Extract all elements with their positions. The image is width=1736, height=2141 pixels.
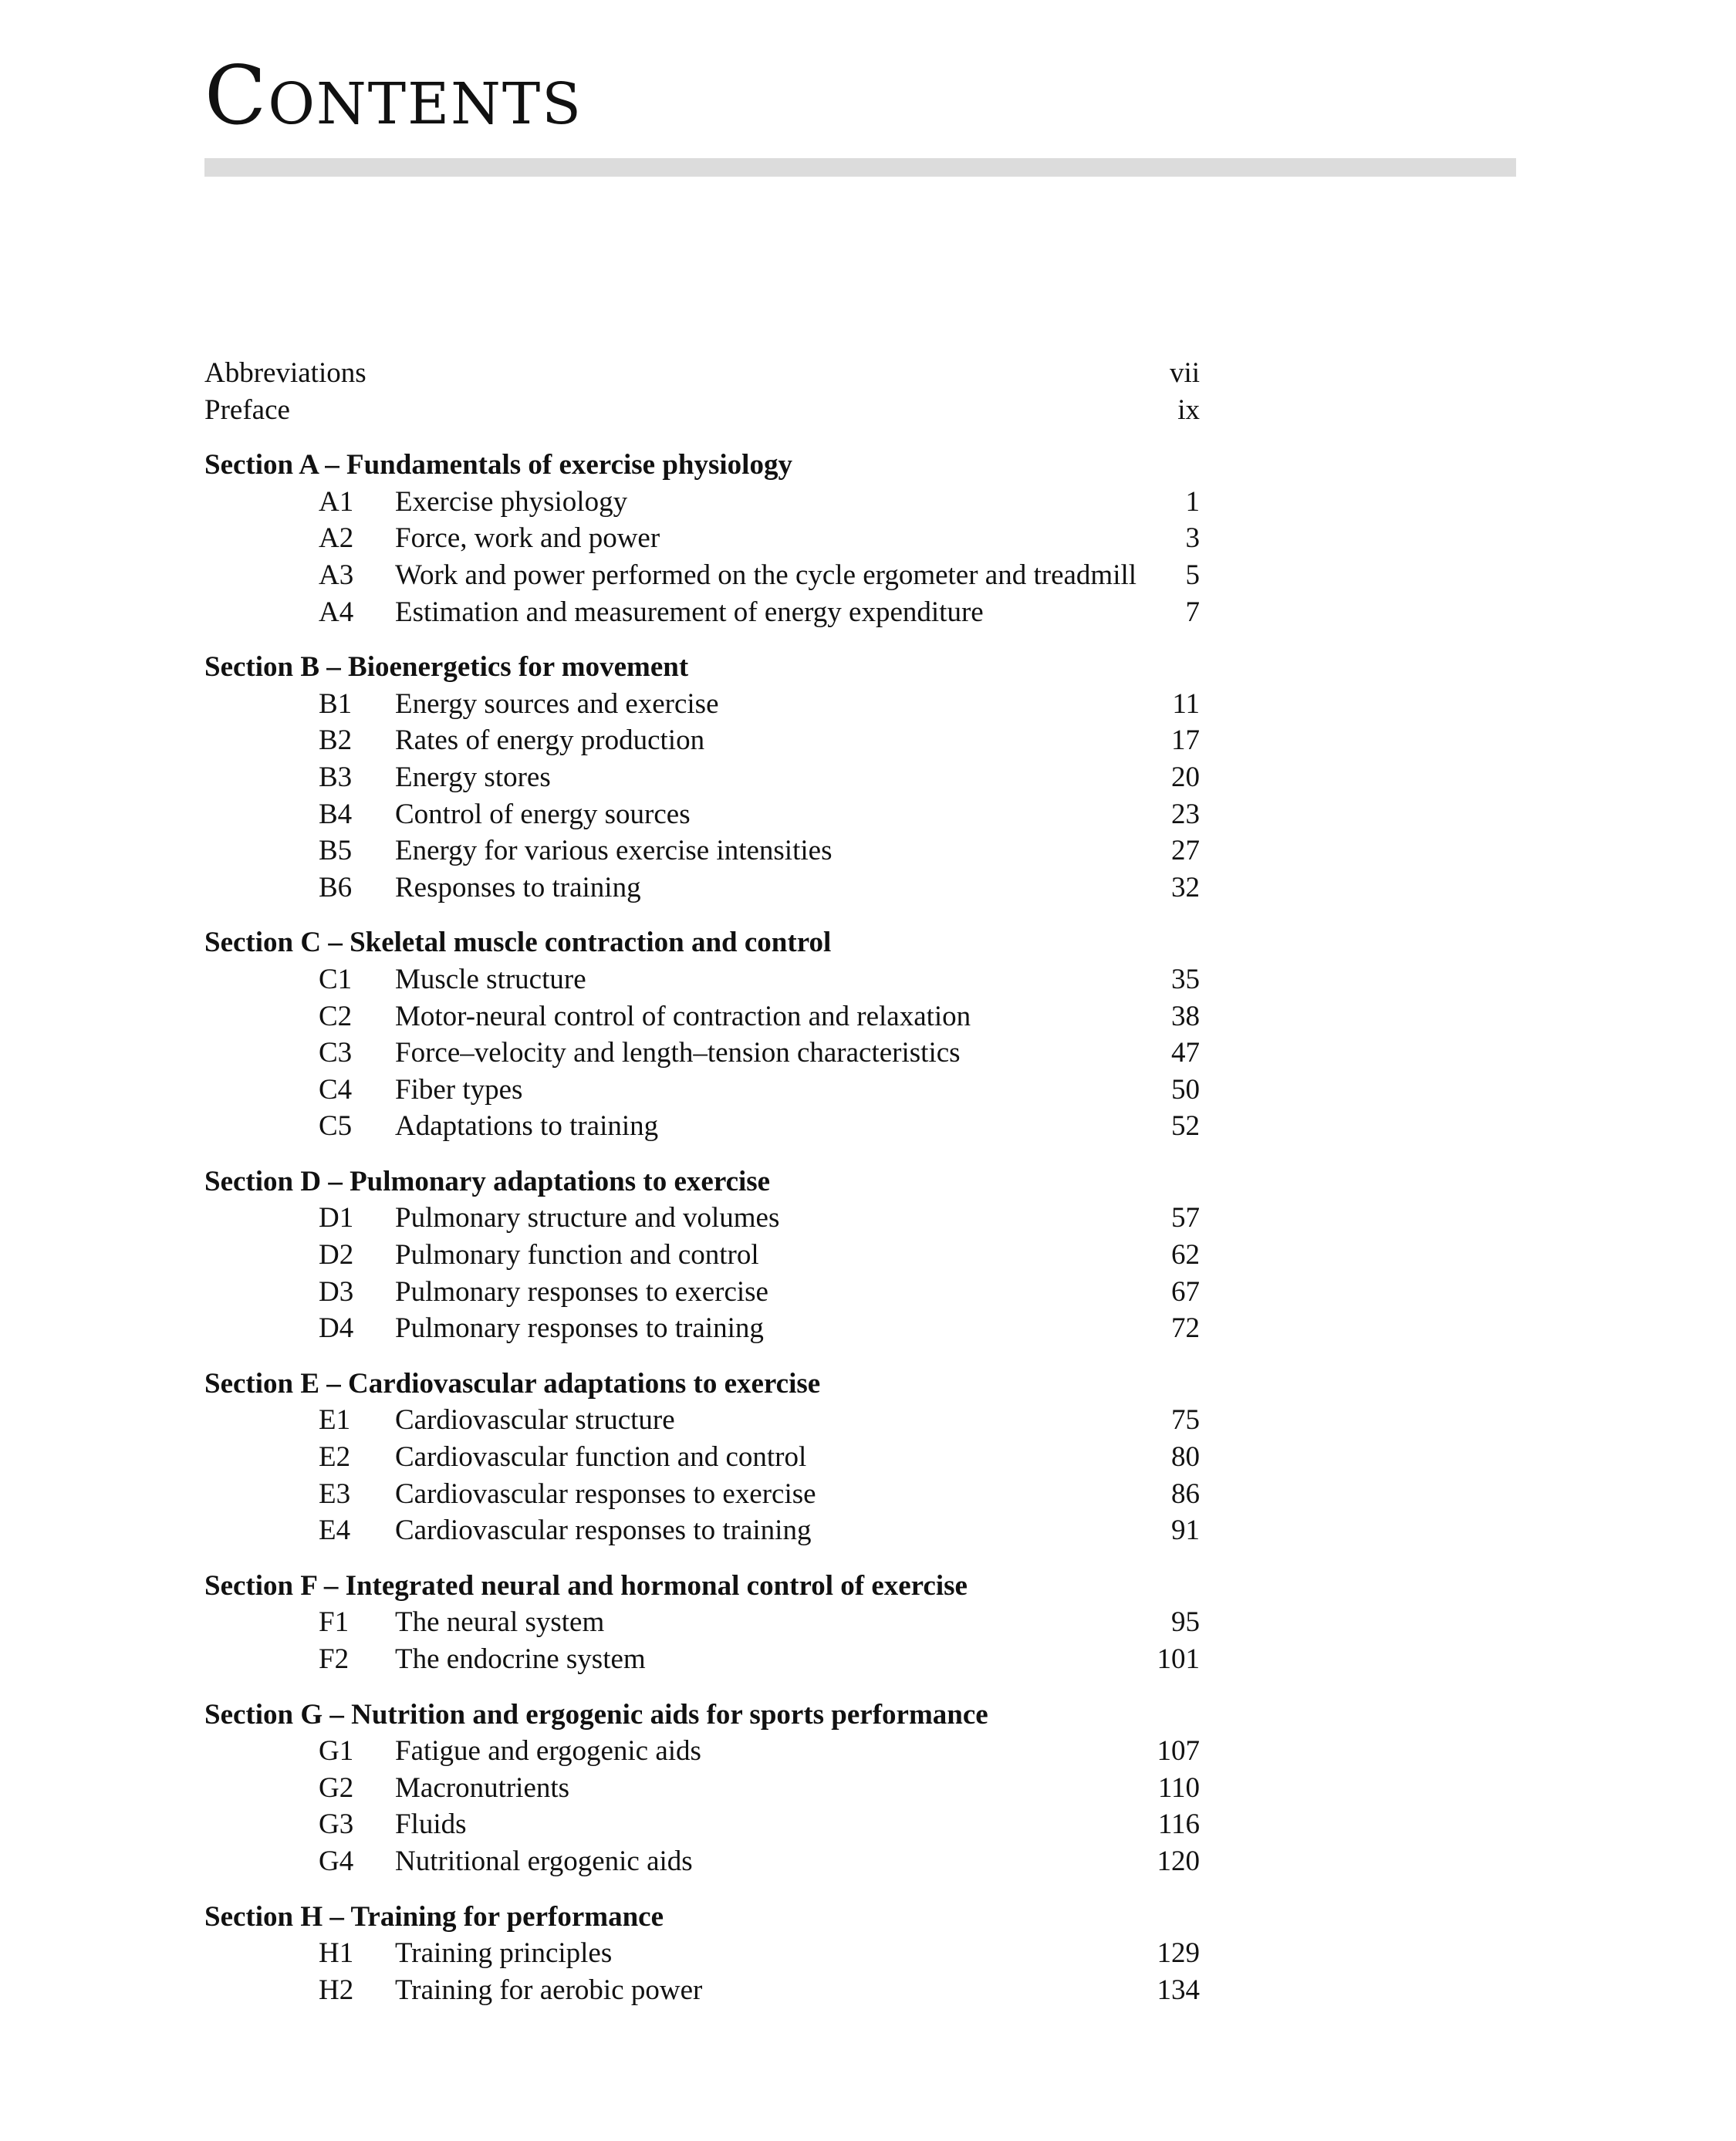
entry-title: Pulmonary function and control xyxy=(395,1239,759,1271)
entry-code: D4 xyxy=(319,1312,354,1345)
entry-page: 62 xyxy=(1171,1239,1200,1271)
toc-entry-f1[interactable] xyxy=(204,1604,1200,1641)
entry-code: G1 xyxy=(319,1735,354,1768)
toc-entry-a1[interactable] xyxy=(204,484,1200,521)
entry-code: H2 xyxy=(319,1974,354,2006)
entry-page: 17 xyxy=(1171,724,1200,757)
entry-code: A4 xyxy=(319,596,354,628)
toc-entry-g4[interactable] xyxy=(204,1843,1200,1880)
entry-code: A1 xyxy=(319,485,354,518)
entry-title: Cardiovascular responses to exercise xyxy=(395,1477,816,1510)
entry-page: 91 xyxy=(1171,1515,1200,1547)
toc-section-c xyxy=(204,924,1200,1145)
entry-page: 67 xyxy=(1171,1275,1200,1308)
toc-row-label: Preface xyxy=(204,393,290,426)
entry-title: Energy sources and exercise xyxy=(395,687,719,720)
entry-page: 134 xyxy=(1157,1974,1200,2006)
entry-title: Cardiovascular structure xyxy=(395,1404,675,1437)
entry-title: Nutritional ergogenic aids xyxy=(395,1845,693,1877)
entry-code: D1 xyxy=(319,1202,354,1234)
entry-title: Exercise physiology xyxy=(395,485,628,518)
entry-code: H1 xyxy=(319,1937,354,1970)
entry-page: 95 xyxy=(1171,1606,1200,1639)
entry-page: 35 xyxy=(1171,963,1200,995)
entry-code: E1 xyxy=(319,1404,351,1437)
toc-entry-g3[interactable] xyxy=(204,1806,1200,1843)
entry-code: B2 xyxy=(319,724,353,757)
entry-title: Fatigue and ergogenic aids xyxy=(395,1735,701,1768)
entry-code: C3 xyxy=(319,1037,353,1069)
entry-page: 52 xyxy=(1171,1110,1200,1143)
entry-code: B1 xyxy=(319,687,353,720)
entry-code: E2 xyxy=(319,1441,351,1474)
section-heading[interactable]: Section F – Integrated neural and hormonal control of exercise xyxy=(204,1569,968,1602)
entry-title: Force–velocity and length–tension characteristics xyxy=(395,1037,961,1069)
entry-code: G4 xyxy=(319,1845,354,1877)
toc-row-page: vii xyxy=(1169,357,1200,389)
entry-title: Rates of energy production xyxy=(395,724,705,757)
entry-page: 23 xyxy=(1171,798,1200,830)
toc-row-abbreviations[interactable] xyxy=(204,355,1200,392)
toc-entry-b6[interactable] xyxy=(204,870,1200,907)
entry-page: 75 xyxy=(1171,1404,1200,1437)
entry-title: Cardiovascular responses to training xyxy=(395,1515,812,1547)
section-heading[interactable]: Section C – Skeletal muscle contraction and control xyxy=(204,927,832,959)
entry-title: Training for aerobic power xyxy=(395,1974,703,2006)
toc-section-f xyxy=(204,1568,1200,1678)
entry-page: 101 xyxy=(1157,1643,1200,1675)
entry-code: B5 xyxy=(319,835,353,867)
entry-title: Muscle structure xyxy=(395,963,586,995)
toc-entry-g1[interactable] xyxy=(204,1733,1200,1770)
entry-title: The endocrine system xyxy=(395,1643,646,1675)
toc-section-b xyxy=(204,649,1200,906)
toc-entry-e4[interactable] xyxy=(204,1512,1200,1549)
entry-code: B3 xyxy=(319,761,353,793)
toc-entry-a3[interactable] xyxy=(204,557,1200,594)
title-rule xyxy=(204,158,1516,177)
page-title: Contents xyxy=(204,49,583,143)
toc-entry-d2[interactable] xyxy=(204,1237,1200,1274)
entry-title: Pulmonary responses to exercise xyxy=(395,1275,768,1308)
entry-page: 86 xyxy=(1171,1477,1200,1510)
toc-entry-c4[interactable] xyxy=(204,1072,1200,1109)
toc-sections xyxy=(204,447,1200,2008)
entry-page: 80 xyxy=(1171,1441,1200,1474)
entry-code: E3 xyxy=(319,1477,351,1510)
section-heading[interactable]: Section G – Nutrition and ergogenic aids for sports performance xyxy=(204,1698,988,1731)
entry-code: A2 xyxy=(319,522,354,555)
section-heading[interactable]: Section H – Training for performance xyxy=(204,1900,664,1933)
entry-code: C1 xyxy=(319,963,353,995)
entry-page: 57 xyxy=(1171,1202,1200,1234)
toc-entry-d4[interactable] xyxy=(204,1310,1200,1347)
section-heading[interactable]: Section D – Pulmonary adaptations to exercise xyxy=(204,1165,771,1197)
entry-page: 7 xyxy=(1185,596,1200,628)
entry-page: 1 xyxy=(1185,485,1200,518)
entry-page: 32 xyxy=(1171,871,1200,903)
entry-title: Macronutrients xyxy=(395,1771,570,1804)
entry-code: C4 xyxy=(319,1073,353,1106)
entry-title: Fluids xyxy=(395,1808,467,1841)
entry-title: Control of energy sources xyxy=(395,798,691,830)
toc-entry-b5[interactable] xyxy=(204,832,1200,870)
entry-code: F1 xyxy=(319,1606,350,1639)
entry-code: D2 xyxy=(319,1239,354,1271)
entry-title: Energy stores xyxy=(395,761,551,793)
toc-entry-f2[interactable] xyxy=(204,1641,1200,1678)
toc-section-a xyxy=(204,447,1200,630)
entry-code: A3 xyxy=(319,559,354,591)
entry-title: Force, work and power xyxy=(395,522,660,555)
entry-title: Fiber types xyxy=(395,1073,523,1106)
entry-page: 47 xyxy=(1171,1037,1200,1069)
toc-row-preface[interactable] xyxy=(204,392,1200,429)
toc-entry-e2[interactable] xyxy=(204,1439,1200,1476)
entry-code: G3 xyxy=(319,1808,354,1841)
section-heading[interactable]: Section A – Fundamentals of exercise physiology xyxy=(204,449,792,481)
entry-code: B6 xyxy=(319,871,353,903)
entry-title: The neural system xyxy=(395,1606,605,1639)
entry-code: G2 xyxy=(319,1771,354,1804)
toc-entry-e3[interactable] xyxy=(204,1476,1200,1513)
entry-page: 72 xyxy=(1171,1312,1200,1345)
toc-entry-b4[interactable] xyxy=(204,796,1200,833)
entry-page: 20 xyxy=(1171,761,1200,793)
entry-title: Adaptations to training xyxy=(395,1110,659,1143)
entry-title: Estimation and measurement of energy expenditure xyxy=(395,596,984,628)
toc-entry-b1[interactable] xyxy=(204,686,1200,723)
entry-title: Training principles xyxy=(395,1937,613,1970)
section-heading[interactable]: Section B – Bioenergetics for movement xyxy=(204,651,689,684)
toc-entry-g2[interactable] xyxy=(204,1770,1200,1807)
toc-section-h xyxy=(204,1899,1200,2009)
toc-entry-d1[interactable] xyxy=(204,1200,1200,1237)
toc-entry-e1[interactable] xyxy=(204,1402,1200,1439)
entry-title: Pulmonary structure and volumes xyxy=(395,1202,780,1234)
entry-page: 5 xyxy=(1185,559,1200,591)
entry-page: 129 xyxy=(1157,1937,1200,1970)
entry-code: F2 xyxy=(319,1643,350,1675)
entry-code: C2 xyxy=(319,1000,353,1032)
toc-entry-c2[interactable] xyxy=(204,998,1200,1035)
section-heading[interactable]: Section E – Cardiovascular adaptations to exercise xyxy=(204,1367,821,1400)
toc-entry-c1[interactable] xyxy=(204,961,1200,998)
entry-page: 120 xyxy=(1157,1845,1200,1877)
toc-entry-h2[interactable] xyxy=(204,1972,1200,2009)
toc-entry-a4[interactable] xyxy=(204,594,1200,631)
entry-title: Cardiovascular function and control xyxy=(395,1441,807,1474)
toc-entry-b2[interactable] xyxy=(204,722,1200,759)
toc-row-label: Abbreviations xyxy=(204,357,366,389)
toc-entry-a2[interactable] xyxy=(204,520,1200,557)
toc-section-g xyxy=(204,1697,1200,1880)
toc-entry-c3[interactable] xyxy=(204,1035,1200,1072)
entry-code: D3 xyxy=(319,1275,354,1308)
toc-entry-h1[interactable] xyxy=(204,1935,1200,1972)
entry-page: 3 xyxy=(1185,522,1200,555)
entry-title: Responses to training xyxy=(395,871,641,903)
toc-section-e xyxy=(204,1366,1200,1549)
entry-page: 38 xyxy=(1171,1000,1200,1032)
toc-entry-b3[interactable] xyxy=(204,759,1200,796)
table-of-contents xyxy=(204,355,1200,2008)
entry-page: 116 xyxy=(1157,1808,1200,1841)
entry-title: Pulmonary responses to training xyxy=(395,1312,764,1345)
entry-page: 110 xyxy=(1157,1771,1200,1804)
entry-title: Motor-neural control of contraction and relaxation xyxy=(395,1000,971,1032)
entry-code: C5 xyxy=(319,1110,353,1143)
entry-title: Energy for various exercise intensities xyxy=(395,835,833,867)
entry-title: Work and power performed on the cycle ergometer and treadmill xyxy=(395,559,1137,591)
entry-page: 11 xyxy=(1172,687,1200,720)
entry-code: B4 xyxy=(319,798,353,830)
entry-code: E4 xyxy=(319,1515,351,1547)
entry-page: 27 xyxy=(1171,835,1200,867)
toc-entry-c5[interactable] xyxy=(204,1108,1200,1145)
entry-page: 107 xyxy=(1157,1735,1200,1768)
toc-section-d xyxy=(204,1163,1200,1347)
entry-page: 50 xyxy=(1171,1073,1200,1106)
toc-row-page: ix xyxy=(1177,393,1200,426)
toc-entry-d3[interactable] xyxy=(204,1274,1200,1311)
